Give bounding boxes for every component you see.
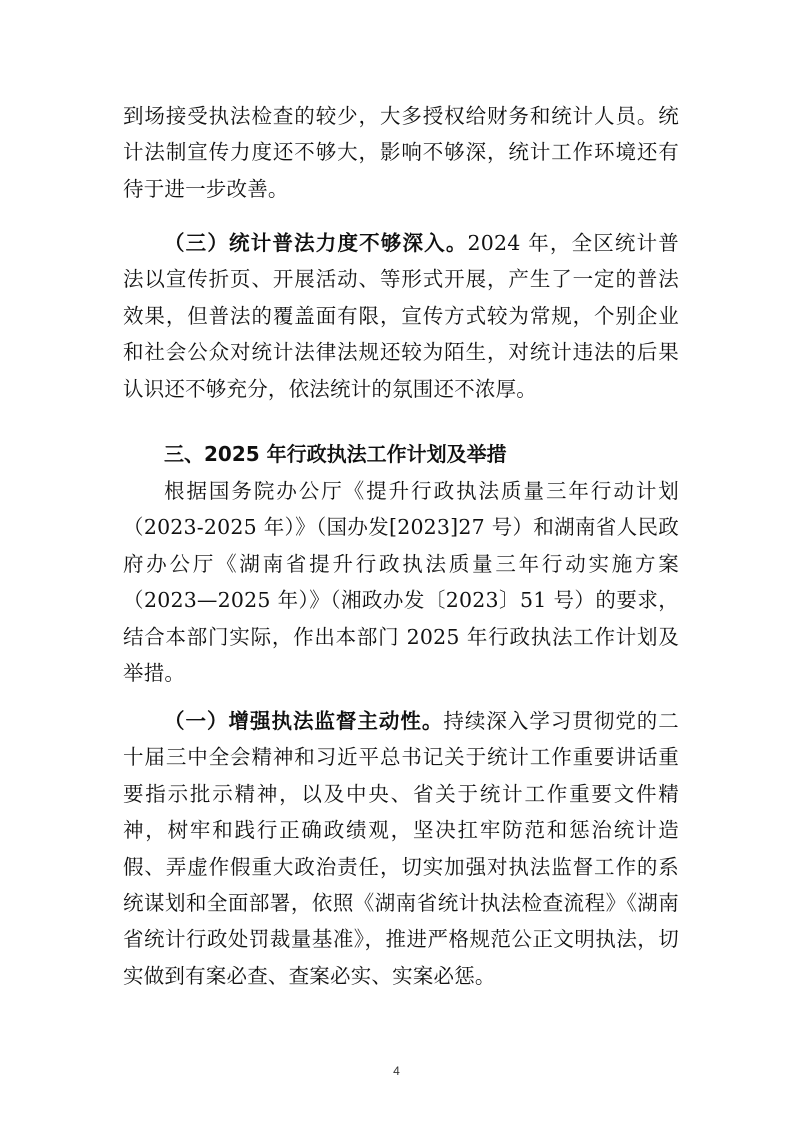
paragraph-law-popularization [123, 225, 679, 407]
paragraph-work-plan-basis [123, 473, 679, 691]
paragraph-text: 2024 年，全区统计普法以宣传折页、开展活动、等形式开展，产生了一定的普法效果，但普法的覆盖面有限，宣传方式较为常规，个别企业和社会公众对统计法律法规还较为陌生，对统计违法的后果认识还不够充分，依法统计的氛围还不浓厚。 [123, 231, 679, 401]
paragraph-text: 持续深入学习贯彻党的二十届三中全会精神和习近平总书记关于统计工作重要讲话重要指示批示精神，以及中央、省关于统计工作重要文件精神，树牢和践行正确政绩观，坚决扛牢防范和惩治统计造假、弄虚作假重大政治责任，切实加强对执法监督工作的系统谋划和全面部署，依照《湖南省统计执法检查流程》《湖南省统计行政处罚裁量基准》，推进严格规范公正文明执法，切实做到有案必查、查案必实、实案必惩。 [123, 709, 679, 988]
page-number: 4 [393, 1064, 400, 1078]
paragraph-text: 到场接受执法检查的较少，大多授权给财务和统计人员。统计法制宣传力度还不够大，影响不够深，统计工作环境还有待于进一步改善。 [123, 104, 679, 201]
paragraph-statistics-publicity [123, 98, 679, 207]
subsection-title: （三）统计普法力度不够深入。 [164, 231, 468, 255]
section-heading: 三、2025 年行政执法工作计划及举措 [164, 442, 507, 466]
paragraph-text: 根据国务院办公厅《提升行政执法质量三年行动计划（2023-2025 年）》（国办发[2023]27 号）和湖南省人民政府办公厅《湖南省提升行政执法质量三年行动实施方案（2023—2025 年）》（湘政办发〔2023〕51 号）的要求，结合本部门实际，作出本部门 2025 年行政执法工作计划及举措。 [123, 479, 679, 686]
subsection-title: （一）增强执法监督主动性。 [164, 709, 444, 733]
paragraph-enforcement-supervision [123, 703, 679, 994]
